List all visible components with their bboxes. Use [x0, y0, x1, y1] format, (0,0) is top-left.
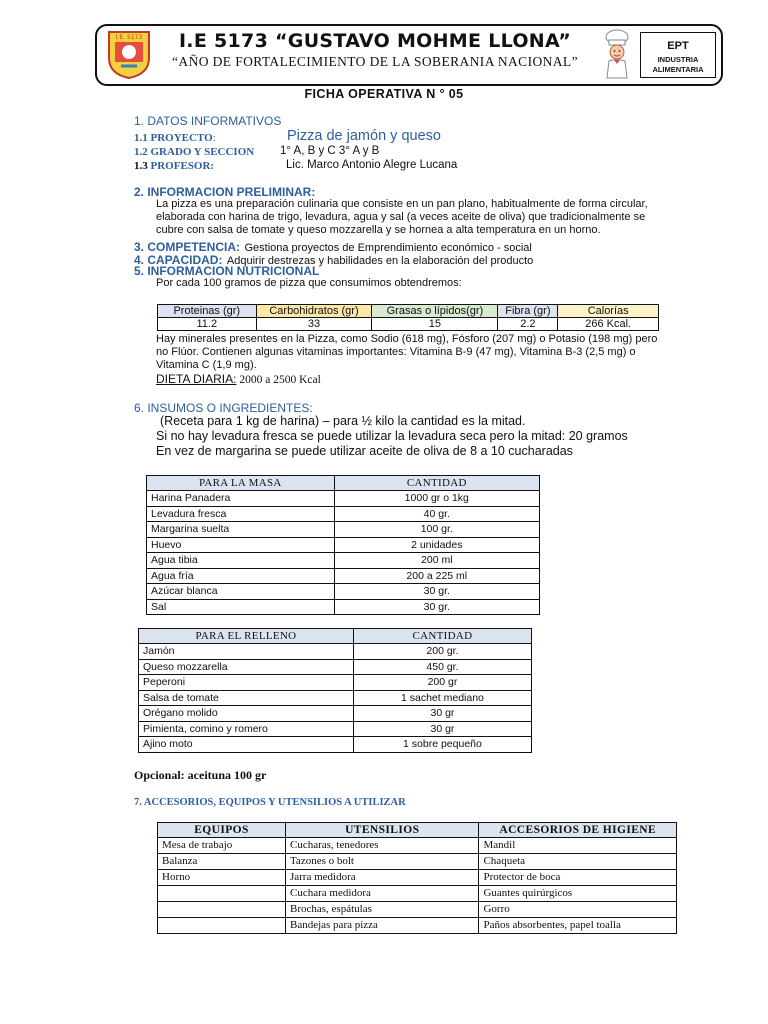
nutrition-value-row — [158, 318, 659, 331]
masa-item: Levadura fresca — [147, 506, 335, 522]
masa-item: Sal — [147, 599, 335, 615]
relleno-header: PARA EL RELLENO — [139, 629, 354, 644]
higiene-cell: Paños absorbentes, papel toalla — [479, 918, 677, 934]
table-row — [147, 553, 540, 569]
table-row — [147, 599, 540, 615]
dieta-row — [156, 372, 321, 386]
table-row — [147, 506, 540, 522]
relleno-item: Queso mozzarella — [139, 659, 354, 675]
table-row — [158, 918, 677, 934]
table-row — [158, 870, 677, 886]
logo-text: I.E. 5173 — [115, 34, 143, 41]
datos-heading: 1. DATOS INFORMATIVOS — [134, 114, 282, 128]
masa-qty: 40 gr. — [334, 506, 539, 522]
utensilio-cell: Cuchara medidora — [285, 886, 478, 902]
table-row — [139, 675, 532, 691]
table-row — [139, 659, 532, 675]
nutrition-header: Fibra (gr) — [498, 305, 558, 318]
masa-qty: 30 gr. — [334, 599, 539, 615]
masa-qty: 200 ml — [334, 553, 539, 569]
table-row — [158, 886, 677, 902]
relleno-item: Salsa de tomate — [139, 690, 354, 706]
chef-icon — [600, 28, 634, 80]
proyecto-value: Pizza de jamón y queso — [287, 128, 441, 144]
masa-table — [146, 475, 540, 615]
proyecto-label: PROYECTO — [150, 132, 213, 144]
relleno-qty: 30 gr — [353, 721, 531, 737]
masa-item: Azúcar blanca — [147, 584, 335, 600]
info-line-1: La pizza es una preparación culinaria que consiste en un pan plano, habitualmente de forma circular, — [156, 198, 648, 210]
nutrition-table — [157, 304, 659, 331]
nutrition-header: Carbohidratos (gr) — [256, 305, 372, 318]
relleno-qty: 200 gr. — [353, 644, 531, 660]
relleno-qty: 450 gr. — [353, 659, 531, 675]
relleno-table — [138, 628, 532, 753]
table-row — [139, 721, 532, 737]
utensilio-cell: Brochas, espátulas — [285, 902, 478, 918]
nutrition-header: Calorías — [558, 305, 659, 318]
minerals-line-3: Vitamina C (1,9 mg). — [156, 359, 257, 371]
dieta-label: DIETA DIARIA: — [156, 372, 237, 386]
proyecto-num: 1.1 — [134, 132, 148, 144]
accesorios-header: EQUIPOS — [158, 823, 286, 838]
nutrition-header: Proteinas (gr) — [158, 305, 257, 318]
nutrition-value: 11.2 — [158, 318, 257, 331]
table-row — [147, 537, 540, 553]
masa-qty: 100 gr. — [334, 522, 539, 538]
relleno-item: Pimienta, comino y romero — [139, 721, 354, 737]
proyecto-colon: : — [212, 132, 216, 144]
equipo-cell — [158, 902, 286, 918]
ept-line2: ALIMENTARIA — [652, 65, 704, 74]
relleno-item: Orégano molido — [139, 706, 354, 722]
higiene-cell: Protector de boca — [479, 870, 677, 886]
accesorios-table — [157, 822, 677, 934]
table-row — [139, 644, 532, 660]
capacidad-value: Adquirir destrezas y habilidades en la elaboración del producto — [226, 255, 534, 267]
opcional-note: Opcional: aceituna 100 gr — [134, 768, 267, 782]
higiene-cell: Guantes quirúrgicos — [479, 886, 677, 902]
table-row — [158, 838, 677, 854]
utensilio-cell: Jarra medidora — [285, 870, 478, 886]
relleno-header: CANTIDAD — [353, 629, 531, 644]
relleno-item: Ajino moto — [139, 737, 354, 753]
higiene-cell: Gorro — [479, 902, 677, 918]
masa-qty: 1000 gr o 1kg — [334, 491, 539, 507]
minerals-line-1: Hay minerales presentes en la Pizza, como Sodio (618 mg), Fósforo (207 mg) o Potasio (198 mg) pero — [156, 333, 658, 345]
higiene-cell: Mandil — [479, 838, 677, 854]
equipo-cell: Mesa de trabajo — [158, 838, 286, 854]
dieta-value: 2000 a 2500 Kcal — [236, 374, 321, 386]
relleno-header-row — [139, 629, 532, 644]
relleno-item: Jamón — [139, 644, 354, 660]
info-line-2: elaborada con harina de trigo, levadura, agua y sal (a veces aceite de oliva) que tradicionalmente se — [156, 211, 646, 223]
nutrition-value: 2.2 — [498, 318, 558, 331]
masa-item: Margarina suelta — [147, 522, 335, 538]
higiene-cell: Chaqueta — [479, 854, 677, 870]
equipo-cell: Balanza — [158, 854, 286, 870]
table-row — [147, 568, 540, 584]
nutrition-header-row — [158, 305, 659, 318]
info-heading: 2. INFORMACION PRELIMINAR: — [134, 185, 316, 199]
table-row — [147, 522, 540, 538]
relleno-qty: 30 gr — [353, 706, 531, 722]
accesorios-header: ACCESORIOS DE HIGIENE — [479, 823, 677, 838]
info-line-3: cubre con salsa de tomate y queso mozzarella y se hornea a alta temperatura en un horno. — [156, 224, 601, 236]
grado-value: 1° A, B y C 3° A y B — [280, 145, 380, 157]
masa-qty: 30 gr. — [334, 584, 539, 600]
page-title: FICHA OPERATIVA N ° 05 — [304, 87, 464, 101]
masa-item: Agua tibia — [147, 553, 335, 569]
school-logo — [105, 28, 153, 80]
competencia-label: 3. COMPETENCIA: — [134, 240, 241, 254]
relleno-qty: 1 sachet mediano — [353, 690, 531, 706]
accesorios-header-row — [158, 823, 677, 838]
table-row — [158, 902, 677, 918]
profesor-label: PROFESOR: — [150, 160, 215, 172]
masa-header: PARA LA MASA — [147, 476, 335, 491]
nutricional-intro: Por cada 100 gramos de pizza que consumimos obtendremos: — [156, 277, 462, 289]
minerals-line-2: no Flúor. Contienen algunas vitaminas importantes: Vitamina B-9 (47 mg), Vitamina B-3 (2,5 mg) o — [156, 346, 636, 358]
masa-item: Harina Panadera — [147, 491, 335, 507]
ept-title: EPT — [667, 40, 689, 52]
masa-header: CANTIDAD — [334, 476, 539, 491]
relleno-qty: 1 sobre pequeño — [353, 737, 531, 753]
table-row — [139, 690, 532, 706]
accesorios-heading: 7. ACCESORIOS, EQUIPOS Y UTENSILIOS A UTILIZAR — [134, 797, 406, 808]
insumos-heading: 6. INSUMOS O INGREDIENTES: — [134, 401, 313, 415]
masa-item: Huevo — [147, 537, 335, 553]
nutrition-value: 266 Kcal. — [558, 318, 659, 331]
masa-qty: 200 a 225 ml — [334, 568, 539, 584]
relleno-qty: 200 gr — [353, 675, 531, 691]
equipo-cell — [158, 918, 286, 934]
ept-box — [640, 32, 716, 78]
school-motto: “AÑO DE FORTALECIMIENTO DE LA SOBERANIA NACIONAL” — [172, 54, 578, 69]
table-row — [139, 737, 532, 753]
insumos-note-1: (Receta para 1 kg de harina) – para ½ kilo la cantidad es la mitad. — [160, 414, 526, 428]
masa-item: Agua fría — [147, 568, 335, 584]
table-row — [147, 584, 540, 600]
proyecto-row — [134, 132, 216, 144]
equipo-cell: Horno — [158, 870, 286, 886]
masa-qty: 2 unidades — [334, 537, 539, 553]
masa-header-row — [147, 476, 540, 491]
table-row — [147, 491, 540, 507]
profesor-value: Lic. Marco Antonio Alegre Lucana — [286, 159, 458, 171]
insumos-note-3: En vez de margarina se puede utilizar aceite de oliva de 8 a 10 cucharadas — [156, 444, 573, 458]
utensilio-cell: Tazones o bolt — [285, 854, 478, 870]
equipo-cell — [158, 886, 286, 902]
school-name: I.E 5173 “GUSTAVO MOHME LLONA” — [178, 30, 572, 52]
capacidad-label: 4. CAPACIDAD: — [134, 253, 223, 267]
profesor-row — [134, 160, 214, 172]
nutricional-heading: 5. INFORMACION NUTRICIONAL — [134, 264, 320, 278]
table-row — [139, 706, 532, 722]
insumos-note-2: Si no hay levadura fresca se puede utilizar la levadura seca pero la mitad: 20 gramos — [156, 429, 628, 443]
nutrition-value: 33 — [256, 318, 372, 331]
table-row — [158, 854, 677, 870]
competencia-value: Gestiona proyectos de Emprendimiento económico - social — [244, 242, 532, 254]
relleno-item: Peperoni — [139, 675, 354, 691]
profesor-num: 1.3 — [134, 160, 148, 172]
accesorios-header: UTENSILIOS — [285, 823, 478, 838]
grado-label: 1.2 GRADO Y SECCION — [134, 146, 255, 158]
ept-line1: INDUSTRIA — [657, 55, 699, 64]
utensilio-cell: Bandejas para pizza — [285, 918, 478, 934]
nutrition-header: Grasas o lípidos(gr) — [372, 305, 498, 318]
nutrition-value: 15 — [372, 318, 498, 331]
utensilio-cell: Cucharas, tenedores — [285, 838, 478, 854]
